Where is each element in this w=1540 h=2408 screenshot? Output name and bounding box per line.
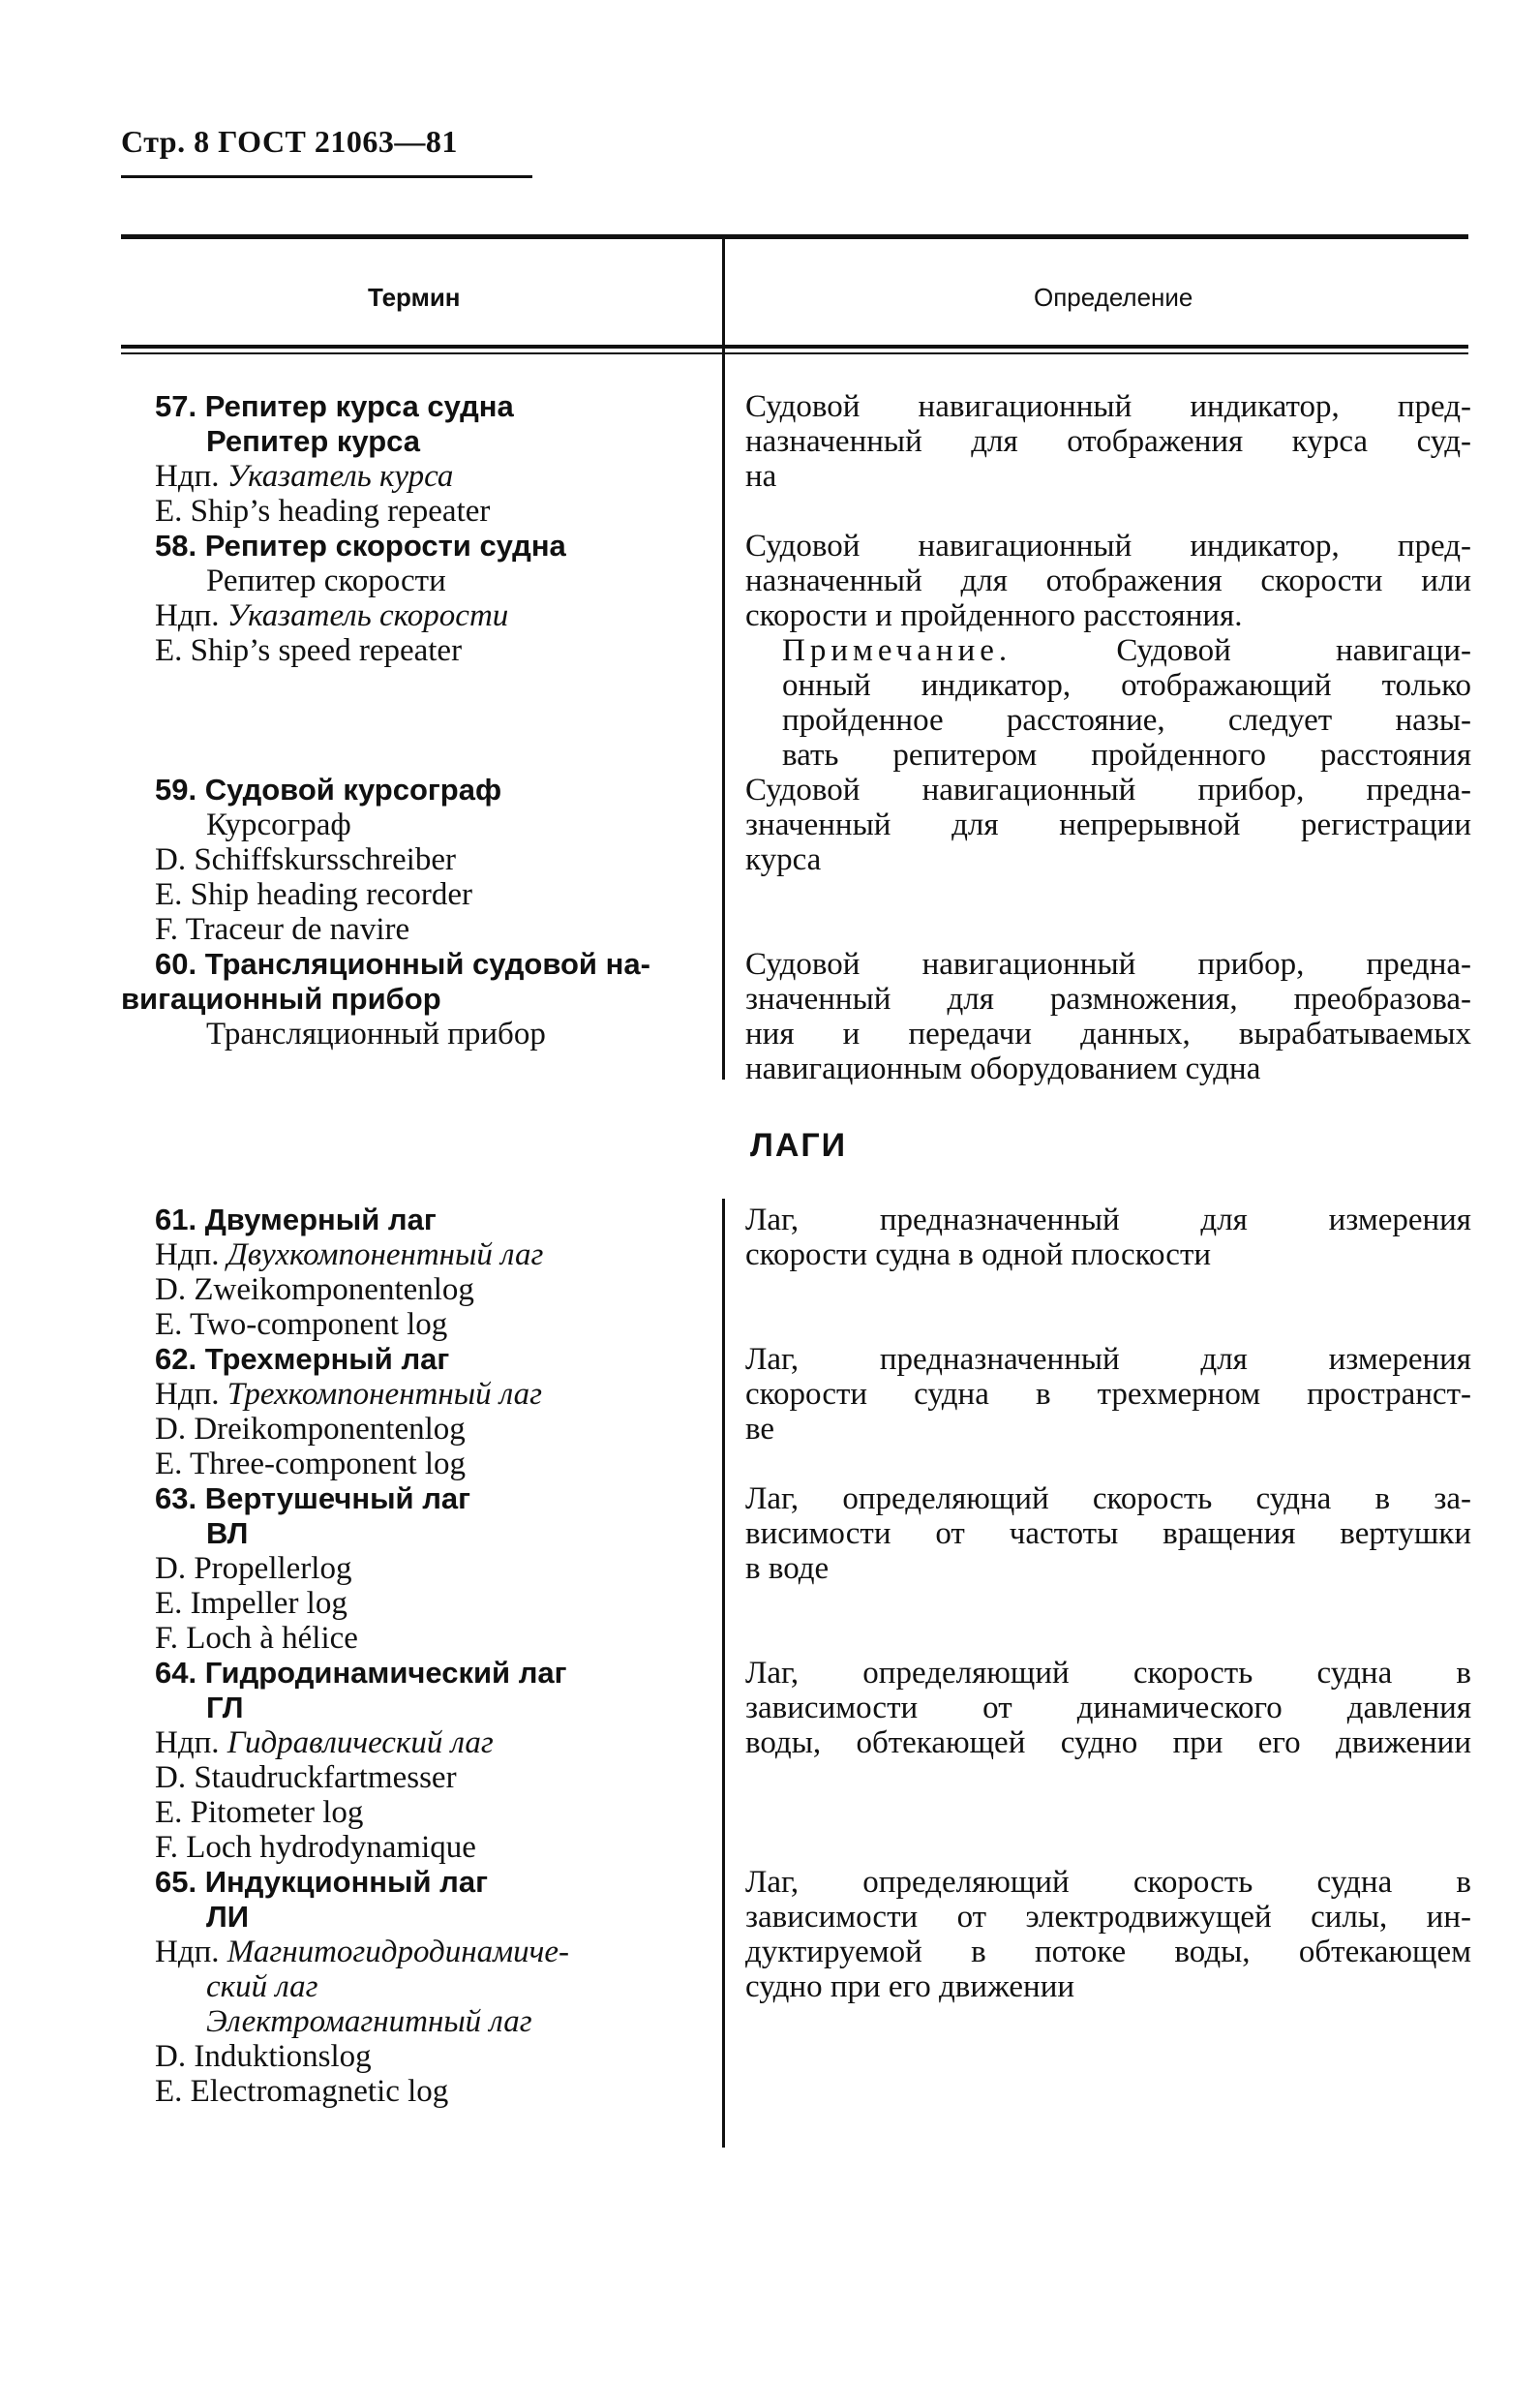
definition-57-line: назначенный для отображения курса суд- [745,424,1471,459]
term-63-german: D. Propellerlog [155,1551,352,1586]
definition-59-line: Судовой навигационный прибор, предна- [745,773,1471,808]
definition-60-line: навигационным оборудованием судна [745,1052,1261,1086]
term-61-title: 61. Двумерный лаг [155,1203,437,1236]
definition-62-line: Лаг, предназначенный для измерения [745,1342,1471,1377]
term-64-french: F. Loch hydrodynamique [155,1830,476,1865]
definition-63-line: Лаг, определяющий скорость судна в за- [745,1481,1471,1516]
definition-58-line: назначенный для отображения скорости или [745,564,1471,598]
note-58-line: онный индикатор, отображающий только [782,668,1471,703]
definition-61-line: Лаг, предназначенный для измерения [745,1203,1471,1237]
header-rule [121,175,532,178]
term-60-title: 60. Трансляционный судовой на- [155,947,650,981]
term-64-english: E. Pitometer log [155,1795,364,1830]
definition-58-line: Судовой навигационный индикатор, пред- [745,529,1471,564]
table-top-rule [121,234,1468,239]
page-header: Стр. 8 ГОСТ 21063—81 [121,124,458,159]
term-64-title: 64. Гидродинамический лаг [155,1656,567,1690]
term-65-ndp-alt: Электромагнитный лаг [206,2004,532,2039]
definition-62-line: скорости судна в трехмерном пространст- [745,1377,1471,1412]
column-divider [722,1199,725,2148]
term-64-ndp: Ндп. Гидравлический лаг [155,1725,494,1760]
definition-63-line: в воде [745,1551,830,1586]
column-header-term: Термин [368,283,461,312]
term-58-title: 58. Репитер скорости судна [155,529,566,563]
definition-57-line: Судовой навигационный индикатор, пред- [745,389,1471,424]
term-57-english: E. Ship’s heading repeater [155,494,491,529]
definition-62-line: ве [745,1412,775,1447]
term-63-english: E. Impeller log [155,1586,347,1621]
term-59-title: 59. Судовой курсограф [155,773,502,807]
term-57-short: Репитер курса [206,424,421,458]
term-59-french: F. Traceur de navire [155,912,410,947]
definition-59-line: курса [745,842,822,877]
term-64-german: D. Staudruckfartmesser [155,1760,457,1795]
definition-61-line: скорости судна в одной плоскости [745,1237,1212,1272]
term-58-short: Репитер скорости [206,564,446,598]
term-65-ndp: Ндп. Магнитогидродинамиче- [155,1935,570,1969]
definition-65-line: зависимости от электродвижущей силы, ин- [745,1900,1471,1935]
term-61-english: E. Two-component log [155,1307,448,1342]
note-58-line: вать репитером пройденного расстояния [782,738,1471,773]
definition-63-line: висимости от частоты вращения вертушки [745,1516,1471,1551]
term-59-short: Курсограф [206,808,351,842]
note-58-line: Примечание. Судовой навигаци- [782,633,1471,668]
term-63-short: ВЛ [206,1516,249,1550]
term-62-german: D. Dreikomponentenlog [155,1412,466,1447]
term-64-short: ГЛ [206,1691,244,1724]
term-57-ndp: Ндп. Указатель курса [155,459,454,494]
definition-60-line: значенный для размножения, преобразова- [745,982,1471,1017]
definition-59-line: значенный для непрерывной регистрации [745,808,1471,842]
term-58-english: E. Ship’s speed repeater [155,633,463,668]
term-59-english: E. Ship heading recorder [155,877,473,912]
term-65-short: ЛИ [206,1900,250,1934]
table-header-rule-thin [121,352,1468,354]
definition-65-line: Лаг, определяющий скорость судна в [745,1865,1471,1900]
column-divider [722,239,725,352]
definition-64-line: зависимости от динамического давления [745,1691,1471,1725]
term-62-english: E. Three-component log [155,1447,467,1481]
term-58-ndp: Ндп. Указатель скорости [155,598,509,633]
term-62-title: 62. Трехмерный лаг [155,1342,450,1376]
term-60-title-cont: вигационный прибор [121,982,441,1016]
term-61-ndp: Ндп. Двухкомпонентный лаг [155,1237,544,1272]
section-title: ЛАГИ [750,1127,848,1164]
definition-65-line: дуктируемой в потоке воды, обтекающем [745,1935,1471,1969]
term-65-english: E. Electromagnetic log [155,2074,449,2109]
term-57-title: 57. Репитер курса судна [155,389,514,423]
term-63-title: 63. Вертушечный лаг [155,1481,471,1515]
term-65-title: 65. Индукционный лаг [155,1865,489,1899]
definition-58-line: скорости и пройденного расстояния. [745,598,1243,633]
definition-65-line: судно при его движении [745,1969,1075,2004]
definition-64-line: воды, обтекающей судно при его движении [745,1725,1471,1760]
term-61-german: D. Zweikomponentenlog [155,1272,474,1307]
term-63-french: F. Loch à hélice [155,1621,358,1656]
definition-57-line: на [745,459,777,494]
term-65-ndp-cont: ский лаг [206,1969,318,2004]
definition-60-line: Судовой навигационный прибор, предна- [745,947,1471,982]
term-62-ndp: Ндп. Трехкомпонентный лаг [155,1377,543,1412]
term-60-short: Трансляционный прибор [206,1017,546,1052]
term-59-german: D. Schiffskursschreiber [155,842,456,877]
definition-60-line: ния и передачи данных, вырабатываемых [745,1017,1471,1052]
term-65-german: D. Induktionslog [155,2039,372,2074]
table-header-rule [121,345,1468,349]
note-58-line: пройденное расстояние, следует назы- [782,703,1471,738]
definition-64-line: Лаг, определяющий скорость судна в [745,1656,1471,1691]
column-header-definition: Определение [1034,283,1193,312]
column-divider [722,353,725,1080]
